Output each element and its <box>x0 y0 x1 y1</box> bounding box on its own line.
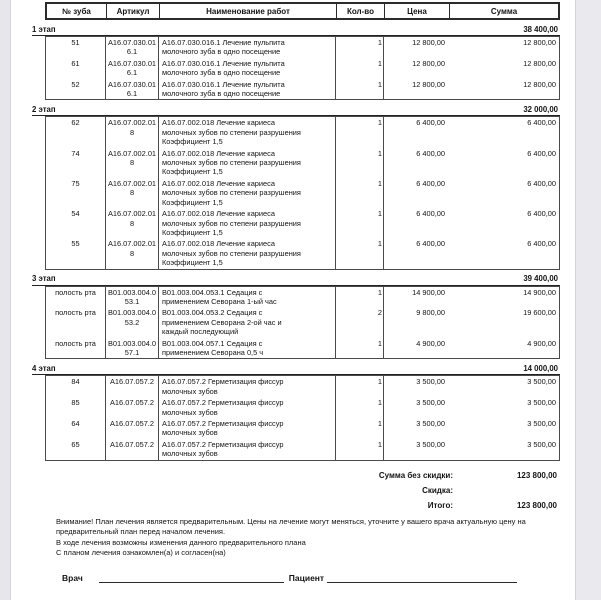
article-cell: А16.07.002.018 <box>106 178 159 208</box>
article-cell: А16.07.002.018 <box>106 238 159 268</box>
tooth-number-cell: 61 <box>46 58 106 79</box>
summary-subtotal-label: Сумма без скидки: <box>378 470 453 480</box>
treatment-plan-document <box>32 2 560 583</box>
stage-table <box>45 116 560 269</box>
quantity-cell: 1 <box>336 178 384 208</box>
table-row <box>46 208 559 238</box>
column-header-quantity: Кол-во <box>337 4 385 18</box>
summary-subtotal-value: 123 800,00 <box>516 470 557 480</box>
sum-cell: 12 800,00 <box>523 38 556 47</box>
disclaimer-notes <box>56 517 561 559</box>
sum-cell: 19 600,00 <box>523 308 556 318</box>
summary-discount-label: Скидка: <box>422 485 453 495</box>
article-cell: А16.07.057.2 <box>106 376 159 397</box>
stage-group <box>32 103 560 269</box>
work-name-cell: В01.003.004.057.1 Седация с применением Севорана 0,5 ч <box>159 338 336 359</box>
quantity-cell: 1 <box>336 238 384 268</box>
tooth-number-cell: 85 <box>46 397 106 418</box>
patient-signature-label: Пациент <box>288 573 325 583</box>
tooth-number-cell: 55 <box>46 238 106 268</box>
table-row <box>46 397 559 418</box>
tooth-number-cell: полость рта <box>46 338 106 359</box>
sum-cell: 6 400,00 <box>527 239 556 249</box>
doctor-signature-line <box>99 571 284 583</box>
table-row <box>46 439 559 460</box>
quantity-cell: 1 <box>336 79 384 100</box>
table-row <box>46 418 559 439</box>
stage-total: 39 400,00 <box>523 274 558 284</box>
table-row <box>46 178 559 208</box>
summary-discount-value <box>453 486 560 496</box>
stage-group <box>32 273 560 360</box>
note-line-3: С планом лечения ознакомлен(а) и согласен(на) <box>56 548 226 558</box>
tooth-number-cell: 51 <box>46 37 106 58</box>
tooth-number-cell: 54 <box>46 208 106 238</box>
tooth-number-cell: полость рта <box>46 307 106 337</box>
summary-block <box>32 471 560 511</box>
stage-header-row <box>32 362 560 375</box>
article-cell: А16.07.057.2 <box>106 418 159 439</box>
work-name-cell: А16.07.057.2 Герметизация фиссур молочных зубов <box>159 397 336 418</box>
quantity-cell: 1 <box>336 397 384 418</box>
stage-groups <box>32 23 560 461</box>
stage-table <box>45 375 560 460</box>
quantity-cell: 1 <box>336 117 384 147</box>
stage-label: 2 этап <box>32 104 56 114</box>
summary-row-discount <box>32 486 560 496</box>
table-row <box>46 376 559 397</box>
quantity-cell: 1 <box>336 287 384 308</box>
work-name-cell: В01.003.004.053.2 Седация с применением Севорана 2-ой час и каждый последующий <box>159 307 336 337</box>
quantity-cell: 2 <box>336 307 384 337</box>
sum-cell: 12 800,00 <box>523 79 556 89</box>
work-name-cell: А16.07.057.2 Герметизация фиссур молочных зубов <box>159 376 336 397</box>
work-name-cell: А16.07.002.018 Лечение кариеса молочных зубов по степени разрушения Коэффициент 1,5 <box>159 148 336 178</box>
sum-cell: 4 900,00 <box>527 338 556 348</box>
table-row <box>46 37 559 58</box>
tooth-number-cell: 65 <box>46 439 106 460</box>
work-name-cell: А16.07.057.2 Герметизация фиссур молочных зубов <box>159 418 336 439</box>
work-name-cell: А16.07.030.016.1 Лечение пульпита молочного зуба в одно посещение <box>159 58 336 79</box>
tooth-number-cell: 74 <box>46 148 106 178</box>
sum-cell: 3 500,00 <box>527 419 556 428</box>
work-name-cell: А16.07.030.016.1 Лечение пульпита молочного зуба в одно посещение <box>159 37 336 58</box>
summary-total-label: Итого: <box>427 500 453 510</box>
stage-table <box>45 286 560 360</box>
quantity-cell: 1 <box>336 439 384 460</box>
stage-header-row <box>32 103 560 116</box>
quantity-cell: 1 <box>336 208 384 238</box>
article-cell: В01.003.004.053.1 <box>106 287 159 308</box>
stage-header-row <box>32 23 560 36</box>
signature-row <box>62 571 560 583</box>
price-cell: 3 500,00 <box>416 398 445 408</box>
price-cell: 3 500,00 <box>416 419 445 428</box>
stage-label: 4 этап <box>32 363 56 373</box>
table-header-row <box>45 2 560 20</box>
table-row <box>46 58 559 79</box>
column-header-sum: Сумма <box>490 7 518 16</box>
column-header-price: Цена <box>385 4 450 18</box>
article-cell: А16.07.057.2 <box>106 397 159 418</box>
stage-group <box>32 362 560 460</box>
price-cell: 3 500,00 <box>416 439 445 449</box>
stage-total: 38 400,00 <box>523 24 558 34</box>
table-row <box>46 307 559 337</box>
table-row <box>46 148 559 178</box>
article-cell: А16.07.002.018 <box>106 208 159 238</box>
article-cell: А16.07.030.016.1 <box>106 58 159 79</box>
price-cell: 6 400,00 <box>416 148 445 158</box>
price-cell: 6 400,00 <box>416 239 445 249</box>
quantity-cell: 1 <box>336 376 384 397</box>
column-header-article: Артикул <box>107 4 160 18</box>
column-header-tooth: № зуба <box>47 4 107 18</box>
price-cell: 6 400,00 <box>416 178 445 188</box>
stage-header-row <box>32 273 560 286</box>
article-cell: А16.07.030.016.1 <box>106 79 159 100</box>
patient-signature-line <box>327 571 517 583</box>
price-cell: 9 800,00 <box>416 308 445 318</box>
sum-cell: 6 400,00 <box>527 118 556 128</box>
sum-cell: 3 500,00 <box>527 377 556 387</box>
column-header-work-name: Наименование работ <box>160 4 337 18</box>
work-name-cell: В01.003.004.053.1 Седация с применением Севорана 1-ый час <box>159 287 336 308</box>
quantity-cell: 1 <box>336 148 384 178</box>
page-edge-right <box>575 0 601 600</box>
price-cell: 12 800,00 <box>412 79 445 89</box>
price-cell: 6 400,00 <box>416 209 445 219</box>
summary-row-subtotal <box>32 471 560 481</box>
work-name-cell: А16.07.057.2 Герметизация фиссур молочных зубов <box>159 439 336 460</box>
article-cell: А16.07.057.2 <box>106 439 159 460</box>
sum-cell: 3 500,00 <box>527 439 556 449</box>
sum-cell: 14 900,00 <box>523 287 556 297</box>
table-row <box>46 238 559 268</box>
sum-cell: 6 400,00 <box>527 178 556 188</box>
article-cell: А16.07.002.018 <box>106 148 159 178</box>
stage-total: 14 000,00 <box>523 363 558 373</box>
article-cell: В01.003.004.053.2 <box>106 307 159 337</box>
article-cell: В01.003.004.057.1 <box>106 338 159 359</box>
table-row <box>46 338 559 359</box>
quantity-cell: 1 <box>336 58 384 79</box>
tooth-number-cell: 75 <box>46 178 106 208</box>
price-cell: 3 500,00 <box>416 377 445 387</box>
work-name-cell: А16.07.002.018 Лечение кариеса молочных зубов по степени разрушения Коэффициент 1,5 <box>159 238 336 268</box>
work-name-cell: А16.07.002.018 Лечение кариеса молочных зубов по степени разрушения Коэффициент 1,5 <box>159 117 336 147</box>
sum-cell: 3 500,00 <box>527 398 556 408</box>
table-row <box>46 117 559 147</box>
price-cell: 4 900,00 <box>416 338 445 348</box>
stage-total: 32 000,00 <box>523 104 558 114</box>
stage-label: 1 этап <box>32 24 56 34</box>
summary-row-total <box>32 501 560 511</box>
stage-table <box>45 36 560 100</box>
summary-total-value: 123 800,00 <box>516 500 557 510</box>
quantity-cell: 1 <box>336 338 384 359</box>
tooth-number-cell: 52 <box>46 79 106 100</box>
sum-cell: 12 800,00 <box>523 58 556 68</box>
article-cell: А16.07.030.016.1 <box>106 37 159 58</box>
sum-cell: 6 400,00 <box>527 209 556 219</box>
page-edge-left <box>0 0 11 600</box>
doctor-signature-label: Врач <box>62 573 83 583</box>
stage-label: 3 этап <box>32 274 56 284</box>
work-name-cell: А16.07.002.018 Лечение кариеса молочных зубов по степени разрушения Коэффициент 1,5 <box>159 208 336 238</box>
table-row <box>46 79 559 100</box>
tooth-number-cell: 84 <box>46 376 106 397</box>
note-line-1: Внимание! План лечения является предварительным. Цены на лечение могут меняться, уточните у вашего врача актуальную цену на предварительный план перед началом лечения. <box>56 516 526 537</box>
tooth-number-cell: 62 <box>46 117 106 147</box>
quantity-cell: 1 <box>336 37 384 58</box>
tooth-number-cell: 64 <box>46 418 106 439</box>
tooth-number-cell: полость рта <box>46 287 106 308</box>
sum-cell: 6 400,00 <box>527 148 556 158</box>
quantity-cell: 1 <box>336 418 384 439</box>
work-name-cell: А16.07.030.016.1 Лечение пульпита молочного зуба в одно посещение <box>159 79 336 100</box>
note-line-2: В ходе лечения возможны изменения данного предварительного плана <box>56 537 306 547</box>
price-cell: 12 800,00 <box>412 58 445 68</box>
price-cell: 6 400,00 <box>416 118 445 128</box>
article-cell: А16.07.002.018 <box>106 117 159 147</box>
price-cell: 12 800,00 <box>412 38 445 47</box>
work-name-cell: А16.07.002.018 Лечение кариеса молочных зубов по степени разрушения Коэффициент 1,5 <box>159 178 336 208</box>
stage-group <box>32 23 560 100</box>
price-cell: 14 900,00 <box>412 287 445 297</box>
table-row <box>46 287 559 308</box>
